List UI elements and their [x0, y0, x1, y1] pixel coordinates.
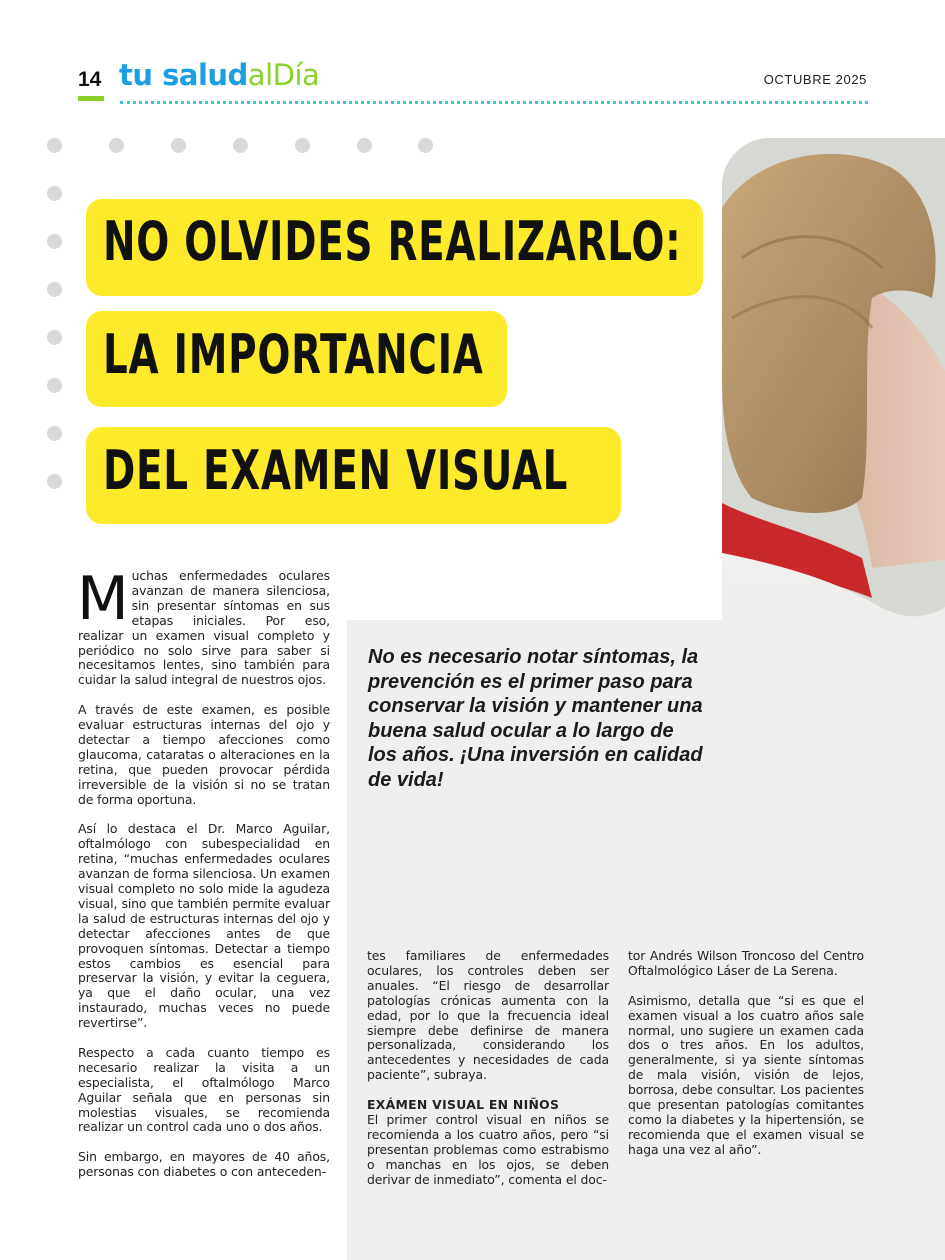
decor-dot — [357, 138, 372, 153]
paragraph-4: Respecto a cada cuanto tiempo es necesario realizar la visita a un especialista, el oftalmólogo Marco Aguilar señala que en personas sin molestias visuales, se recomienda realizar un control cada uno o dos años. — [78, 1044, 330, 1135]
title-line-1: NO OLVIDES REALIZARLO: — [103, 210, 682, 273]
article-column-3 — [628, 949, 864, 1173]
decor-dot — [47, 474, 62, 489]
page-number-underline — [78, 96, 104, 101]
paragraph-2: A través de este examen, es posible evaluar estructuras internas del ojo y detectar a tiempo afecciones como glaucoma, cataratas o alteraciones en la retina, que pueden provocar pérdida irreversible de la visión si no se tratan de forma oportuna. — [78, 702, 330, 807]
article-column-2 — [367, 949, 609, 1202]
article-column-1 — [77, 564, 330, 1195]
paragraph-9: Asimismo, detalla que “si es que el examen visual a los cuatro años sale normal, uno sugiere un examen cada dos o tres años. En los adultos, generalmente, si ya siente síntomas de mala visión, visión de lejos, borrosa, debe consultar. Los pacientes que presentan patologías comitantes como la diabetes y la hipertensión, se recomienda que el examen visual se haga una vez al año”. — [628, 992, 864, 1157]
decor-dot — [109, 138, 124, 153]
magazine-logo — [119, 58, 319, 92]
decor-dot — [47, 234, 62, 249]
paragraph-3: Así lo destaca el Dr. Marco Aguilar, oftalmólogo con subespecialidad en retina, “muchas enfermedades oculares avanzan de forma silenciosa. Un examen visual completo no solo mide la agudeza visual, sino que también permite evaluar la salud de estructuras internas del ojo y detectar afecciones antes de que provoquen síntomas. Detectar a tiempo estos cambios es esencial para preservar la visión, y evitar la ceguera, ya que el daño ocular, una vez instaurado, muchas veces no puede revertirse”. — [78, 821, 330, 1031]
decor-dot — [47, 426, 62, 441]
paragraph-6: tes familiares de enfermedades oculares, los controles deben ser anuales. “El riesgo de desarrollar patologías crónicas aumenta con la edad, por lo que la frecuencia ideal siempre debe definirse de manera personalizada, considerando los antecedentes y necesidades de cada paciente”, subraya. — [367, 948, 609, 1083]
decor-dot — [233, 138, 248, 153]
decor-dot — [47, 378, 62, 393]
section-subheading: EXÁMEN VISUAL EN NIÑOS — [367, 1097, 560, 1113]
page-number: 14 — [78, 68, 102, 91]
logo-word-tu: tu — [119, 58, 163, 92]
pull-quote: No es necesario notar síntomas, la prevención es el primer paso para conservar la visión y mantener una buena salud ocular a lo largo de los años. ¡Una inversión en calidad de vida! — [368, 646, 703, 791]
decor-dot — [47, 138, 62, 153]
header-dotted-rule — [120, 101, 868, 104]
paragraph-1-text: uchas enfermedades oculares avanzan de manera silenciosa, sin presentar síntomas en sus etapas iniciales. Por eso, realizar un examen visual completo y periódico no solo sirve para saber si necesitamos lentes, sino también para cuidar la salud integral de nuestros ojos. — [78, 568, 330, 688]
issue-date: OCTUBRE 2025 — [763, 72, 867, 87]
decor-dot — [47, 330, 62, 345]
logo-word-aldia: alDía — [247, 58, 320, 92]
title-line-2: LA IMPORTANCIA — [103, 323, 484, 386]
decor-dot — [171, 138, 186, 153]
paragraph-7: El primer control visual en niños se recomienda a los cuatro años, pero “si presentan problemas como estrabismo o manchas en los ojos, se deben derivar de inmediato”, comenta el doc- — [367, 1111, 609, 1187]
decor-dot — [418, 138, 433, 153]
decor-dot — [295, 138, 310, 153]
logo-word-salud: salud — [162, 58, 248, 92]
decor-dot — [47, 186, 62, 201]
title-line-3: DEL EXAMEN VISUAL — [103, 439, 569, 502]
paragraph-5: Sin embargo, en mayores de 40 años, personas con diabetes o con anteceden- — [78, 1149, 330, 1180]
paragraph-8: tor Andrés Wilson Troncoso del Centro Oftalmológico Láser de La Serena. — [628, 948, 864, 978]
drop-cap: M — [77, 564, 129, 634]
paragraph-1 — [77, 564, 330, 688]
decor-dot — [47, 282, 62, 297]
